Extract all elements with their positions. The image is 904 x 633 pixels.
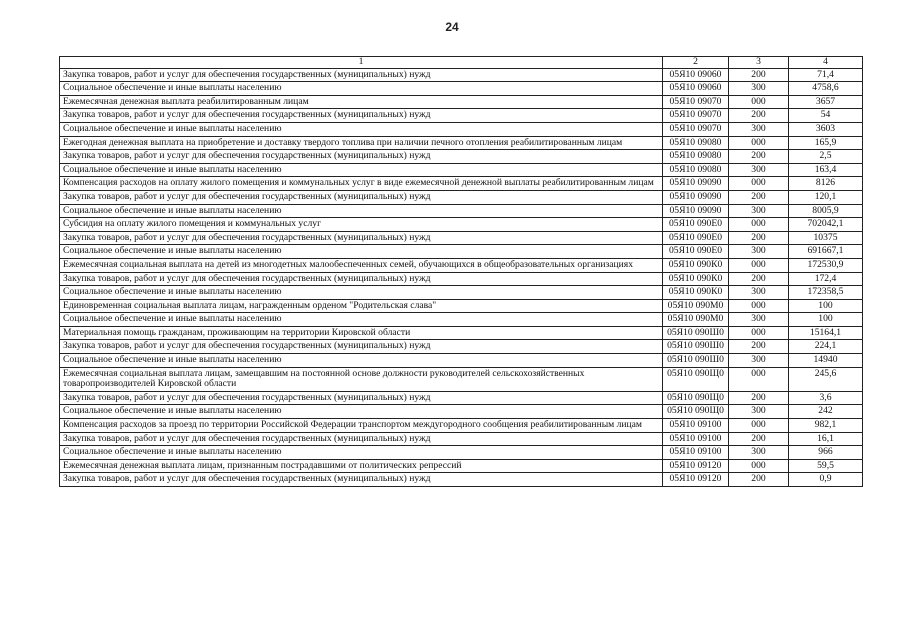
amount-cell: 120,1 xyxy=(789,190,863,204)
amount-cell: 3657 xyxy=(789,95,863,109)
expense-name-cell: Закупка товаров, работ и услуг для обеспечения государственных (муниципальных) нужд xyxy=(60,391,663,405)
expense-type-cell: 300 xyxy=(729,405,789,419)
amount-cell: 163,4 xyxy=(789,163,863,177)
amount-cell: 4758,6 xyxy=(789,82,863,96)
expense-type-cell: 200 xyxy=(729,340,789,354)
target-article-cell: 05Я10 09100 xyxy=(663,419,729,433)
expense-type-cell: 000 xyxy=(729,136,789,150)
expense-type-cell: 200 xyxy=(729,432,789,446)
amount-cell: 8126 xyxy=(789,177,863,191)
budget-table xyxy=(59,56,863,487)
table-row xyxy=(60,231,863,245)
table-row xyxy=(60,177,863,191)
expense-type-cell: 300 xyxy=(729,245,789,259)
amount-cell: 982,1 xyxy=(789,419,863,433)
amount-cell: 100 xyxy=(789,299,863,313)
target-article-cell: 05Я10 09080 xyxy=(663,136,729,150)
expense-name-cell: Единовременная социальная выплата лицам, награжденным орденом "Родительская слава" xyxy=(60,299,663,313)
expense-name-cell: Социальное обеспечение и иные выплаты населению xyxy=(60,245,663,259)
table-row xyxy=(60,82,863,96)
table-row xyxy=(60,95,863,109)
table-row xyxy=(60,190,863,204)
expense-name-cell: Закупка товаров, работ и услуг для обеспечения государственных (муниципальных) нужд xyxy=(60,272,663,286)
target-article-cell: 05Я10 090К0 xyxy=(663,258,729,272)
table-row xyxy=(60,313,863,327)
expense-type-cell: 300 xyxy=(729,354,789,368)
target-article-cell: 05Я10 09090 xyxy=(663,204,729,218)
expense-type-cell: 300 xyxy=(729,286,789,300)
header-row xyxy=(60,57,863,69)
expense-name-cell: Закупка товаров, работ и услуг для обеспечения государственных (муниципальных) нужд xyxy=(60,231,663,245)
table-row xyxy=(60,405,863,419)
table-row xyxy=(60,473,863,487)
expense-name-cell: Ежемесячная денежная выплата лицам, признанным пострадавшими от политических репрессий xyxy=(60,459,663,473)
amount-cell: 14940 xyxy=(789,354,863,368)
expense-name-cell: Ежемесячная социальная выплата лицам, замещавшим на постоянной основе должности руководителей сельскохозяйственных товаропроизводителей Кировской области xyxy=(60,367,663,391)
expense-type-cell: 300 xyxy=(729,82,789,96)
expense-type-cell: 000 xyxy=(729,299,789,313)
expense-type-cell: 000 xyxy=(729,326,789,340)
amount-cell: 71,4 xyxy=(789,68,863,82)
amount-cell: 966 xyxy=(789,446,863,460)
table-row xyxy=(60,419,863,433)
header-col-2: 2 xyxy=(663,57,729,69)
table-body xyxy=(60,68,863,486)
expense-type-cell: 300 xyxy=(729,204,789,218)
target-article-cell: 05Я10 090Щ0 xyxy=(663,391,729,405)
target-article-cell: 05Я10 090Ш0 xyxy=(663,354,729,368)
header-col-3: 3 xyxy=(729,57,789,69)
expense-type-cell: 000 xyxy=(729,459,789,473)
expense-type-cell: 200 xyxy=(729,473,789,487)
target-article-cell: 05Я10 09080 xyxy=(663,163,729,177)
table-row xyxy=(60,258,863,272)
expense-type-cell: 000 xyxy=(729,177,789,191)
expense-type-cell: 200 xyxy=(729,231,789,245)
table-row xyxy=(60,432,863,446)
table-row xyxy=(60,218,863,232)
amount-cell: 59,5 xyxy=(789,459,863,473)
expense-type-cell: 000 xyxy=(729,258,789,272)
target-article-cell: 05Я10 090М0 xyxy=(663,299,729,313)
target-article-cell: 05Я10 09100 xyxy=(663,432,729,446)
amount-cell: 0,9 xyxy=(789,473,863,487)
expense-name-cell: Социальное обеспечение и иные выплаты населению xyxy=(60,446,663,460)
target-article-cell: 05Я10 09060 xyxy=(663,82,729,96)
amount-cell: 702042,1 xyxy=(789,218,863,232)
expense-type-cell: 300 xyxy=(729,122,789,136)
amount-cell: 54 xyxy=(789,109,863,123)
table-row xyxy=(60,326,863,340)
expense-name-cell: Закупка товаров, работ и услуг для обеспечения государственных (муниципальных) нужд xyxy=(60,190,663,204)
table-row xyxy=(60,299,863,313)
expense-type-cell: 200 xyxy=(729,272,789,286)
expense-name-cell: Субсидия на оплату жилого помещения и коммунальных услуг xyxy=(60,218,663,232)
table-row xyxy=(60,354,863,368)
expense-name-cell: Закупка товаров, работ и услуг для обеспечения государственных (муниципальных) нужд xyxy=(60,150,663,164)
expense-name-cell: Ежемесячная социальная выплата на детей из многодетных малообеспеченных семей, обучающихся в общеобразовательных организациях xyxy=(60,258,663,272)
expense-name-cell: Ежемесячная денежная выплата реабилитированным лицам xyxy=(60,95,663,109)
amount-cell: 172,4 xyxy=(789,272,863,286)
amount-cell: 2,5 xyxy=(789,150,863,164)
amount-cell: 3,6 xyxy=(789,391,863,405)
expense-type-cell: 000 xyxy=(729,419,789,433)
header-col-1: 1 xyxy=(60,57,663,69)
amount-cell: 245,6 xyxy=(789,367,863,391)
expense-name-cell: Ежегодная денежная выплата на приобретение и доставку твердого топлива при наличии печного отопления реабилитированным лицам xyxy=(60,136,663,150)
expense-type-cell: 300 xyxy=(729,313,789,327)
target-article-cell: 05Я10 090Ш0 xyxy=(663,326,729,340)
expense-name-cell: Материальная помощь гражданам, проживающим на территории Кировской области xyxy=(60,326,663,340)
expense-name-cell: Закупка товаров, работ и услуг для обеспечения государственных (муниципальных) нужд xyxy=(60,109,663,123)
table-row xyxy=(60,68,863,82)
table-row xyxy=(60,122,863,136)
target-article-cell: 05Я10 09120 xyxy=(663,459,729,473)
expense-type-cell: 200 xyxy=(729,68,789,82)
amount-cell: 224,1 xyxy=(789,340,863,354)
header-col-4: 4 xyxy=(789,57,863,69)
target-article-cell: 05Я10 09100 xyxy=(663,446,729,460)
expense-type-cell: 200 xyxy=(729,109,789,123)
table-row xyxy=(60,391,863,405)
table-row xyxy=(60,245,863,259)
expense-name-cell: Компенсация расходов за проезд по территории Российской Федерации транспортом междугородного сообщения реабилитированным лицам xyxy=(60,419,663,433)
amount-cell: 16,1 xyxy=(789,432,863,446)
target-article-cell: 05Я10 090Ш0 xyxy=(663,340,729,354)
table-row xyxy=(60,109,863,123)
expense-type-cell: 200 xyxy=(729,190,789,204)
target-article-cell: 05Я10 090Е0 xyxy=(663,231,729,245)
expense-type-cell: 000 xyxy=(729,95,789,109)
expense-type-cell: 200 xyxy=(729,150,789,164)
expense-type-cell: 000 xyxy=(729,218,789,232)
target-article-cell: 05Я10 09080 xyxy=(663,150,729,164)
table-row xyxy=(60,286,863,300)
table-row xyxy=(60,272,863,286)
expense-type-cell: 300 xyxy=(729,446,789,460)
expense-name-cell: Социальное обеспечение и иные выплаты населению xyxy=(60,204,663,218)
expense-name-cell: Социальное обеспечение и иные выплаты населению xyxy=(60,354,663,368)
target-article-cell: 05Я10 090Щ0 xyxy=(663,367,729,391)
page-number: 24 xyxy=(445,20,459,34)
table-row xyxy=(60,150,863,164)
expense-type-cell: 000 xyxy=(729,367,789,391)
expense-name-cell: Социальное обеспечение и иные выплаты населению xyxy=(60,313,663,327)
expense-name-cell: Социальное обеспечение и иные выплаты населению xyxy=(60,82,663,96)
amount-cell: 3603 xyxy=(789,122,863,136)
target-article-cell: 05Я10 090Е0 xyxy=(663,218,729,232)
expense-type-cell: 300 xyxy=(729,163,789,177)
amount-cell: 15164,1 xyxy=(789,326,863,340)
target-article-cell: 05Я10 09090 xyxy=(663,177,729,191)
amount-cell: 172530,9 xyxy=(789,258,863,272)
table-row xyxy=(60,163,863,177)
target-article-cell: 05Я10 09070 xyxy=(663,95,729,109)
target-article-cell: 05Я10 090Е0 xyxy=(663,245,729,259)
table-row xyxy=(60,367,863,391)
expense-name-cell: Закупка товаров, работ и услуг для обеспечения государственных (муниципальных) нужд xyxy=(60,340,663,354)
expense-name-cell: Закупка товаров, работ и услуг для обеспечения государственных (муниципальных) нужд xyxy=(60,473,663,487)
amount-cell: 242 xyxy=(789,405,863,419)
amount-cell: 8005,9 xyxy=(789,204,863,218)
target-article-cell: 05Я10 090М0 xyxy=(663,313,729,327)
target-article-cell: 05Я10 09060 xyxy=(663,68,729,82)
amount-cell: 10375 xyxy=(789,231,863,245)
amount-cell: 100 xyxy=(789,313,863,327)
expense-name-cell: Закупка товаров, работ и услуг для обеспечения государственных (муниципальных) нужд xyxy=(60,432,663,446)
table-row xyxy=(60,204,863,218)
table-row xyxy=(60,136,863,150)
expense-name-cell: Социальное обеспечение и иные выплаты населению xyxy=(60,286,663,300)
expense-type-cell: 200 xyxy=(729,391,789,405)
target-article-cell: 05Я10 09090 xyxy=(663,190,729,204)
table-row xyxy=(60,340,863,354)
target-article-cell: 05Я10 09070 xyxy=(663,122,729,136)
amount-cell: 165,9 xyxy=(789,136,863,150)
expense-name-cell: Социальное обеспечение и иные выплаты населению xyxy=(60,163,663,177)
expense-name-cell: Социальное обеспечение и иные выплаты населению xyxy=(60,122,663,136)
target-article-cell: 05Я10 090К0 xyxy=(663,272,729,286)
target-article-cell: 05Я10 090К0 xyxy=(663,286,729,300)
target-article-cell: 05Я10 09120 xyxy=(663,473,729,487)
amount-cell: 691667,1 xyxy=(789,245,863,259)
target-article-cell: 05Я10 09070 xyxy=(663,109,729,123)
expense-name-cell: Компенсация расходов на оплату жилого помещения и коммунальных услуг в виде ежемесячной денежной выплаты реабилитированным лицам xyxy=(60,177,663,191)
expense-name-cell: Закупка товаров, работ и услуг для обеспечения государственных (муниципальных) нужд xyxy=(60,68,663,82)
amount-cell: 172358,5 xyxy=(789,286,863,300)
table-row xyxy=(60,459,863,473)
table-row xyxy=(60,446,863,460)
target-article-cell: 05Я10 090Щ0 xyxy=(663,405,729,419)
expense-name-cell: Социальное обеспечение и иные выплаты населению xyxy=(60,405,663,419)
